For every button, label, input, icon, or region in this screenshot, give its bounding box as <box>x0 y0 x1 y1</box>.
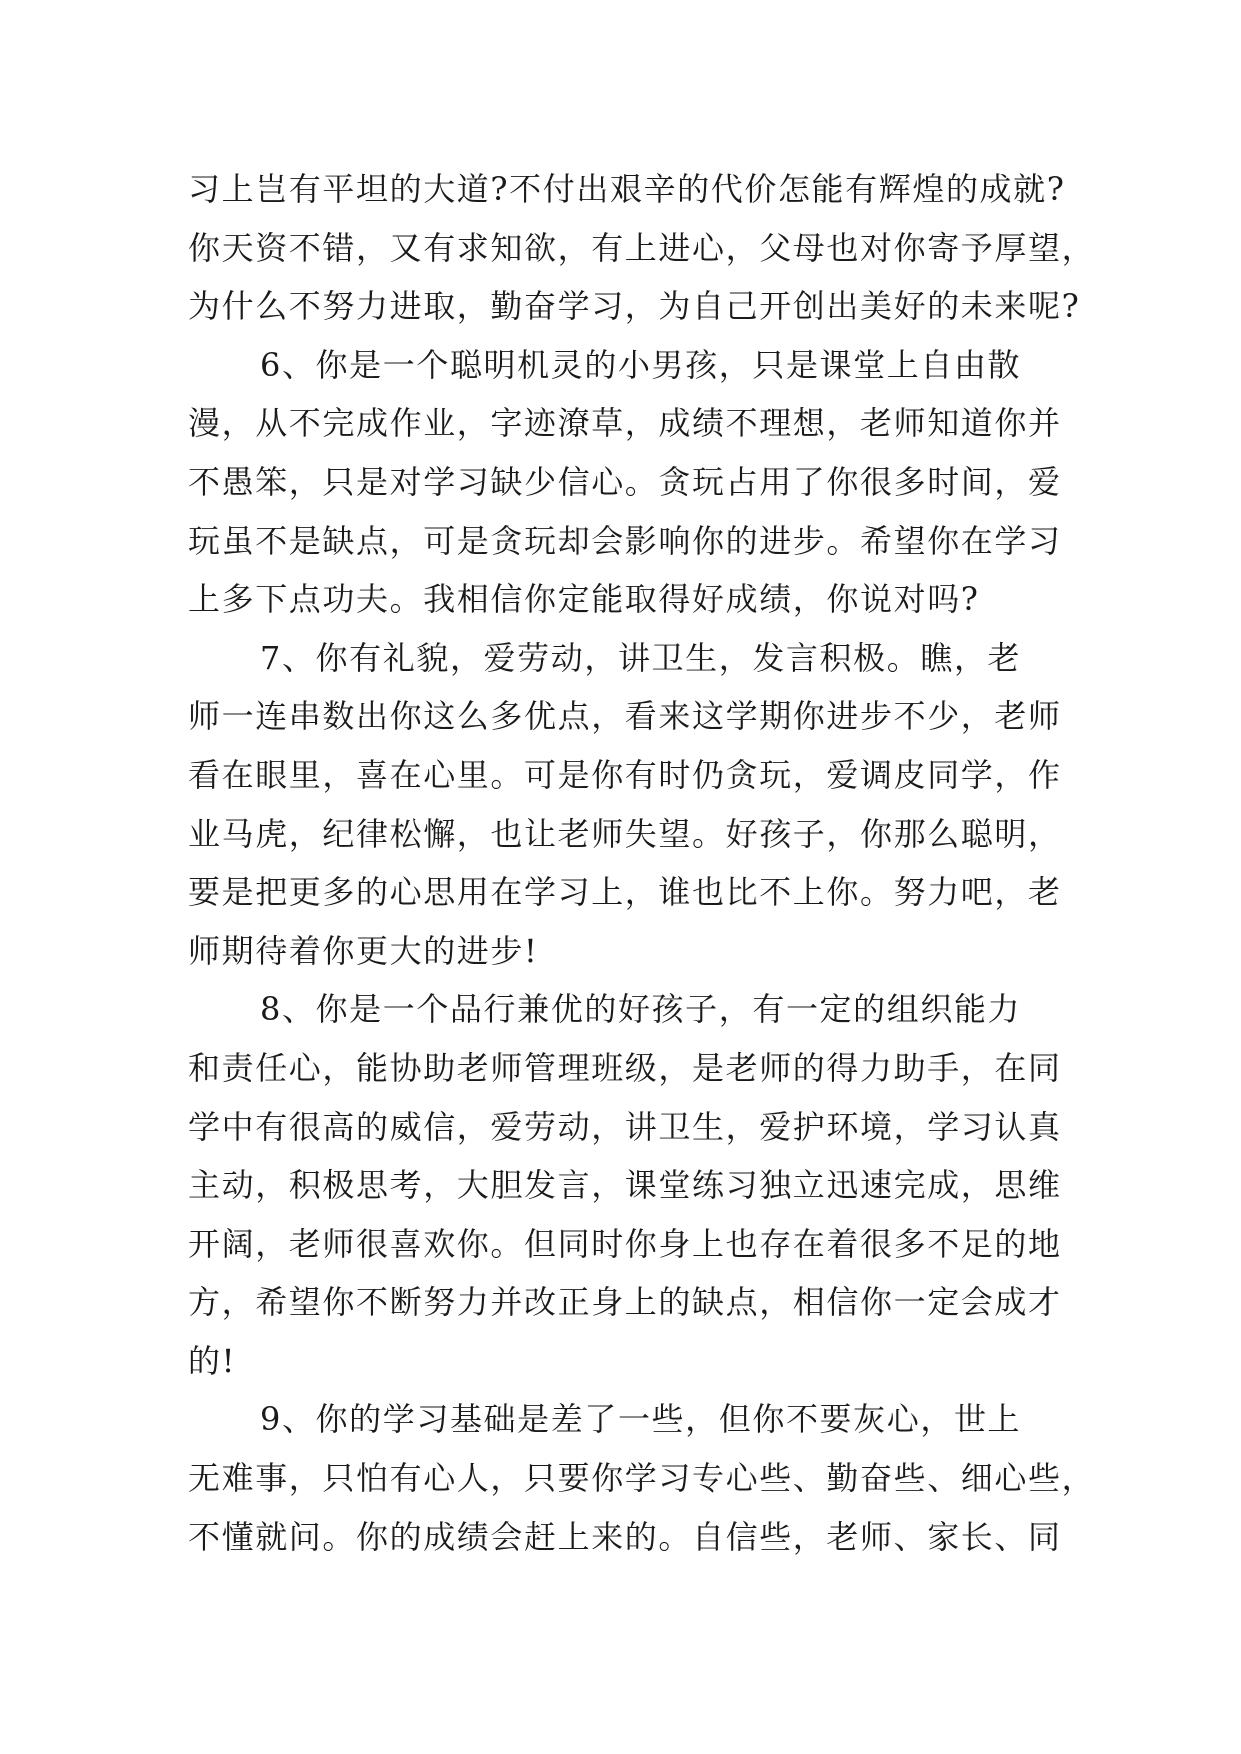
text-line: 师期待着你更大的进步! <box>188 931 539 970</box>
text-line: 要是把更多的心思用在学习上，谁也比不上你。努力吧，老 <box>188 873 1062 912</box>
text-line: 8、你是一个品行兼优的好孩子，有一定的组织能力 <box>260 990 1022 1029</box>
document-body <box>188 160 1096 1566</box>
text-line: 主动，积极思考，大胆发言，课堂练习独立迅速完成，思维 <box>188 1166 1062 1205</box>
text-line: 学中有很高的威信，爱劳动，讲卫生，爱护环境，学习认真 <box>188 1107 1062 1146</box>
text-line: 为什么不努力进取，勤奋学习，为自己开创出美好的未来呢? <box>188 287 1081 326</box>
text-line: 开阔，老师很喜欢你。但同时你身上也存在着很多不足的地 <box>188 1224 1062 1263</box>
text-line: 看在眼里，喜在心里。可是你有时仍贪玩，爱调皮同学，作 <box>188 755 1062 794</box>
text-line: 你天资不错，又有求知欲，有上进心，父母也对你寄予厚望， <box>188 228 1096 267</box>
text-line: 和责任心，能协助老师管理班级，是老师的得力助手，在同 <box>188 1048 1062 1087</box>
text-line: 玩虽不是缺点，可是贪玩却会影响你的进步。希望你在学习 <box>188 521 1062 560</box>
text-line: 漫，从不完成作业，字迹潦草，成绩不理想，老师知道你并 <box>188 404 1062 443</box>
text-line: 上多下点功夫。我相信你定能取得好成绩，你说对吗? <box>188 580 980 619</box>
paragraph-continuation <box>188 160 1096 336</box>
paragraph-8 <box>188 980 1068 1390</box>
text-line: 无难事，只怕有心人，只要你学习专心些、勤奋些、细心些， <box>188 1459 1096 1498</box>
paragraph-9 <box>188 1390 1096 1566</box>
text-line: 6、你是一个聪明机灵的小男孩，只是课堂上自由散 <box>260 345 1022 384</box>
text-line: 的! <box>188 1341 237 1380</box>
text-line: 不愚笨，只是对学习缺少信心。贪玩占用了你很多时间，爱 <box>188 462 1062 501</box>
paragraph-7 <box>188 629 1068 981</box>
text-line: 9、你的学习基础是差了一些，但你不要灰心，世上 <box>260 1400 1022 1439</box>
text-line: 业马虎，纪律松懈，也让老师失望。好孩子，你那么聪明， <box>188 814 1062 853</box>
paragraph-6 <box>188 336 1068 629</box>
text-line: 7、你有礼貌，爱劳动，讲卫生，发言积极。瞧，老 <box>260 638 1022 677</box>
text-line: 不懂就问。你的成绩会赶上来的。自信些，老师、家长、同 <box>188 1517 1062 1556</box>
text-line: 方，希望你不断努力并改正身上的缺点，相信你一定会成才 <box>188 1283 1062 1322</box>
text-line: 习上岂有平坦的大道?不付出艰辛的代价怎能有辉煌的成就? <box>188 170 1066 208</box>
text-line: 师一连串数出你这么多优点，看来这学期你进步不少，老师 <box>188 697 1062 736</box>
